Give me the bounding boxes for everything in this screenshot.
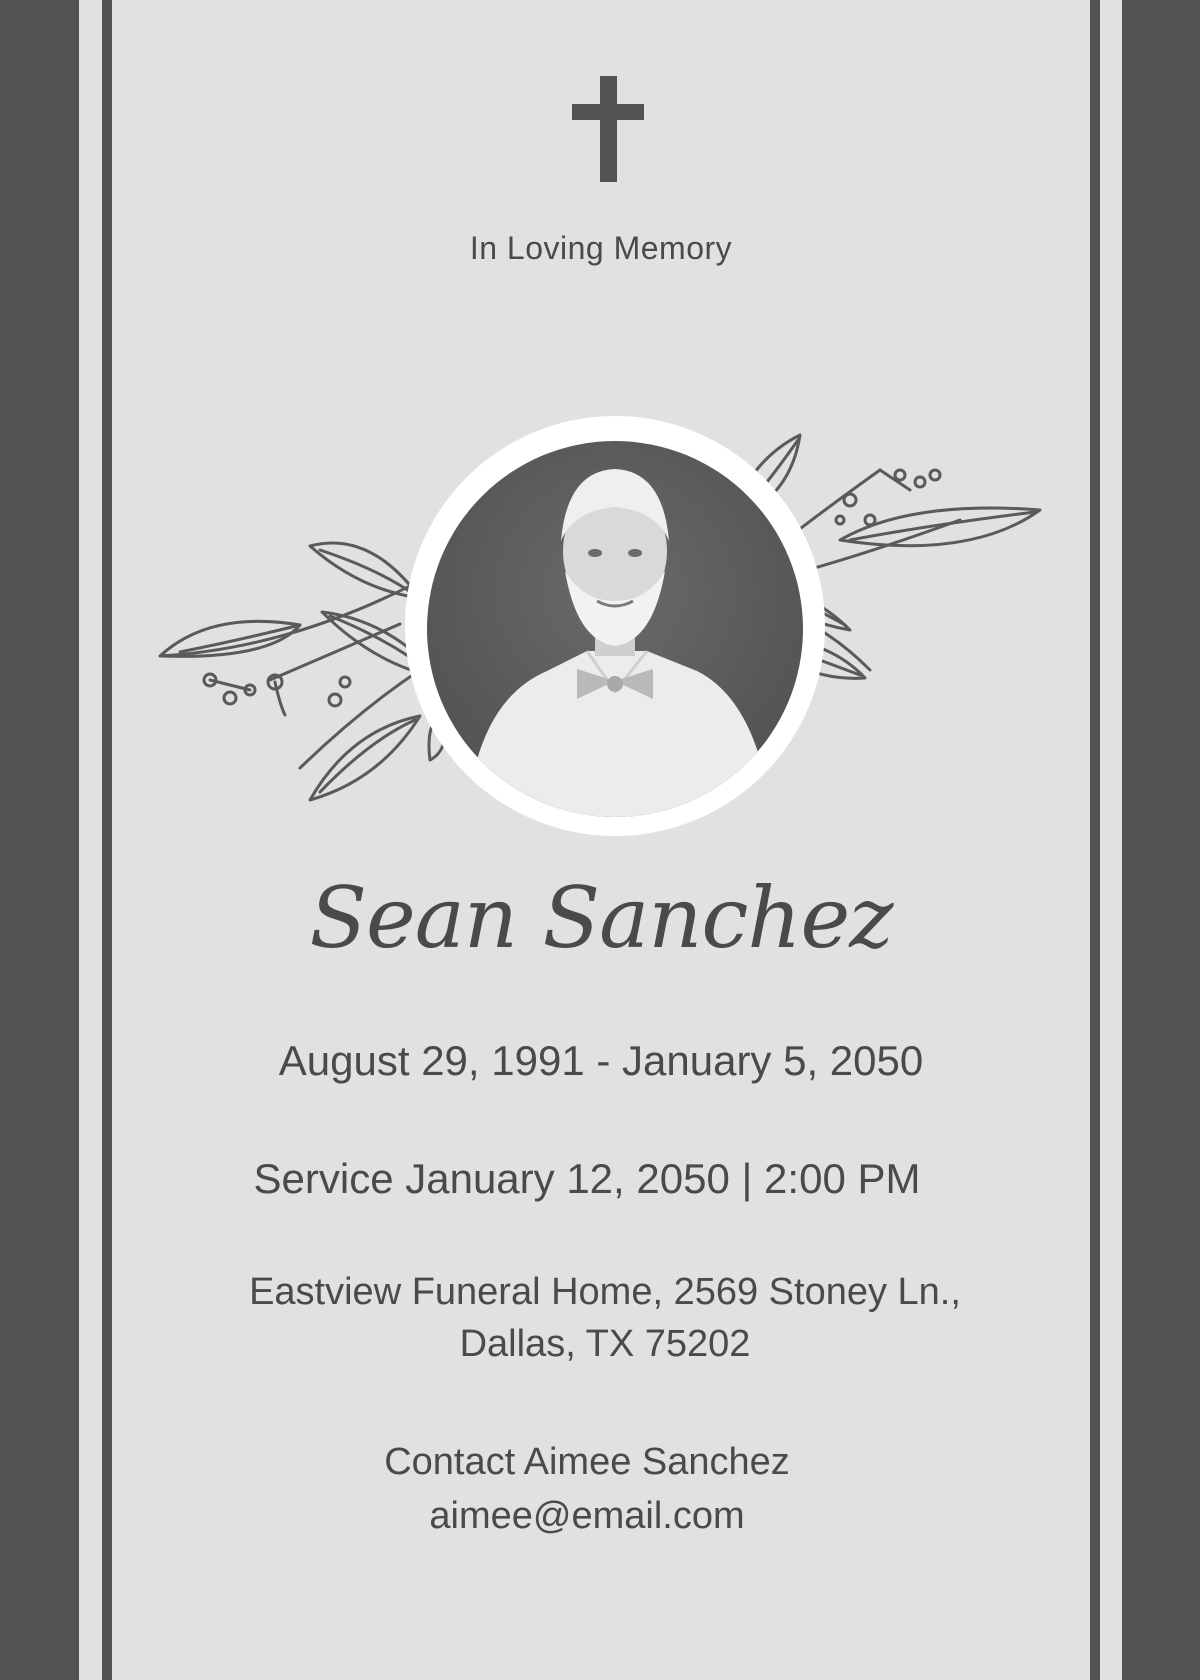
cross-icon (572, 76, 644, 182)
portrait-photo (427, 441, 803, 817)
deceased-name: Sean Sanchez (309, 869, 893, 967)
contact-email: aimee@email.com (429, 1495, 745, 1537)
service-details: Service January 12, 2050 | 2:00 PM (253, 1155, 921, 1202)
right-border-rule (1090, 0, 1100, 1680)
contact-info (98, 1435, 1076, 1543)
contact-name: Contact Aimee Sanchez (384, 1441, 790, 1483)
in-loving-memory-heading: In Loving Memory (469, 230, 733, 266)
venue-address-line-2: Dallas, TX 75202 (459, 1323, 751, 1365)
left-border-rule (102, 0, 112, 1680)
venue-address (116, 1266, 1094, 1370)
life-dates: August 29, 1991 - January 5, 2050 (278, 1037, 924, 1084)
portrait-figure (427, 441, 803, 817)
venue-address-line-1: Eastview Funeral Home, 2569 Stoney Ln., (249, 1271, 961, 1313)
